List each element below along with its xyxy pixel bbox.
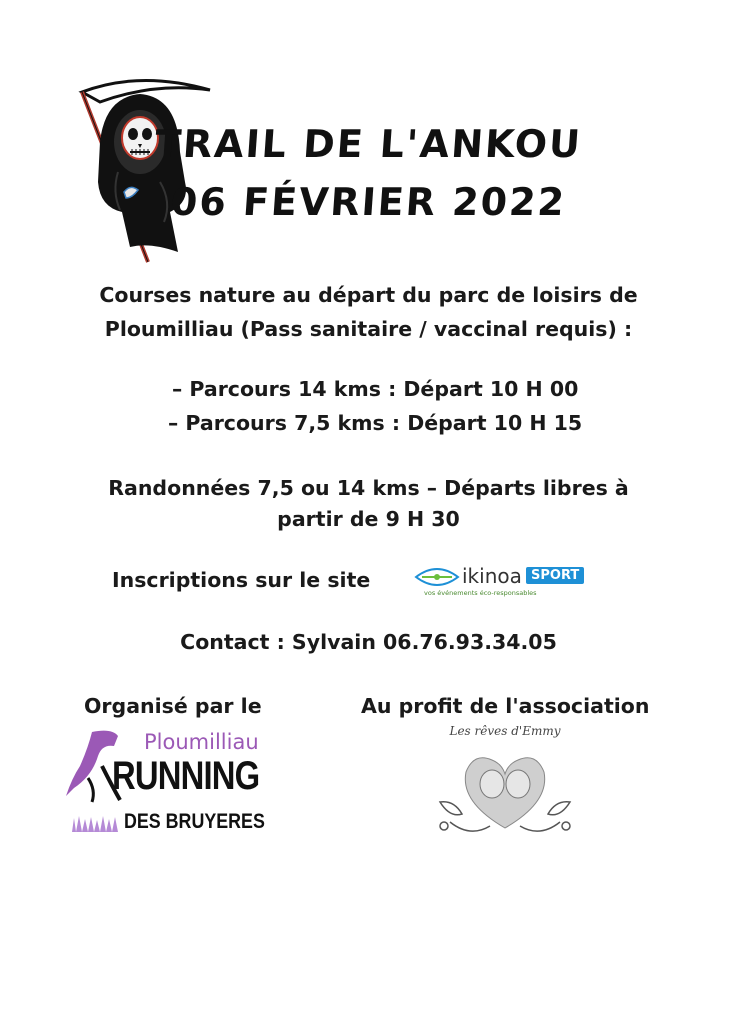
running-club-subtitle: DES BRUYERES [124,810,265,833]
grim-reaper-icon [60,72,220,267]
running-logo [62,726,282,838]
title-line-1: TRAIL DE L'ANKOU [153,122,584,166]
organizer-label: Organisé par le [84,694,262,718]
title-line-2: 06 FÉVRIER 2022 [169,180,568,224]
course-item: – Parcours 7,5 kms : Départ 10 H 15 [168,411,583,435]
ikinoa-badge: SPORT [526,567,584,584]
hikes-line-1: Randonnées 7,5 ou 14 kms – Départs libres à [108,476,629,500]
ikinoa-logo[interactable] [414,561,594,603]
ikinoa-tagline: vos événements éco-responsables [424,589,537,597]
running-club-name: RUNNING [112,754,260,798]
intro-line-2: Ploumilliau (Pass sanitaire / vaccinal requis) : [104,317,633,341]
contact-info: Contact : Sylvain 06.76.93.34.05 [180,630,557,654]
hikes-line-2: partir de 9 H 30 [277,507,460,531]
running-club-town: Ploumilliau [144,730,259,754]
heather-icon [70,814,120,832]
registration-label: Inscriptions sur le site [112,568,371,592]
intro-line-1: Courses nature au départ du parc de loisirs de [99,283,638,307]
course-item: – Parcours 14 kms : Départ 10 H 00 [172,377,579,401]
emmy-logo [430,724,580,842]
ikinoa-name: ikinoa [462,564,522,588]
emmy-logo-text: Les rêves d'Emmy [449,724,561,738]
ikinoa-leaf-icon [414,565,460,589]
beneficiary-label: Au profit de l'association [361,694,650,718]
heart-butterfly-icon [430,742,580,842]
